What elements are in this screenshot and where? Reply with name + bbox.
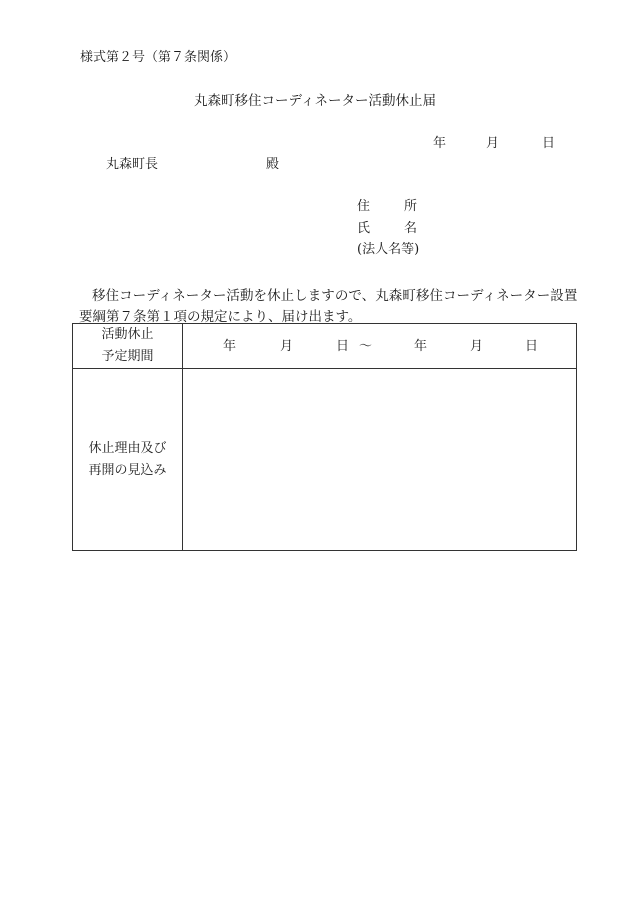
date-year-label: 年 — [433, 136, 447, 151]
form-number: 様式第２号（第７条関係） — [80, 50, 237, 65]
date-month-label: 月 — [486, 136, 500, 151]
applicant-name-char1: 氏 — [357, 221, 371, 236]
body-text — [79, 286, 581, 328]
period-start-day: 日 — [336, 339, 350, 354]
period-start-year: 年 — [223, 339, 237, 354]
body-text-line2: 要綱第７条第１項の規定により、届け出ます。 — [79, 309, 362, 325]
applicant-name-label — [357, 222, 417, 235]
period-value-cell[interactable] — [183, 324, 577, 369]
period-end-month: 月 — [470, 339, 484, 354]
period-end-day: 日 — [525, 339, 539, 354]
period-start-month: 月 — [280, 339, 294, 354]
applicant-name-char2: 名 — [404, 221, 418, 236]
period-row — [73, 324, 577, 369]
body-text-line1: 移住コーディネーター活動を休止しますので、丸森町移住コーディネーター設置 — [92, 288, 578, 304]
reason-value-cell[interactable] — [183, 369, 577, 551]
reason-label-cell — [73, 369, 183, 551]
reason-label-line2: 再開の見込み — [88, 462, 167, 478]
date-day-label: 日 — [542, 136, 556, 151]
period-label-cell — [73, 324, 183, 369]
period-end-year: 年 — [414, 339, 428, 354]
document-title: 丸森町移住コーディネーター活動休止届 — [194, 93, 436, 109]
addressee-name: 丸森町長 — [106, 157, 159, 172]
reason-row — [73, 369, 577, 551]
addressee-honorific: 殿 — [266, 157, 280, 172]
period-label-line2: 予定期間 — [101, 349, 154, 364]
applicant-address-label — [357, 200, 417, 213]
period-separator: ～ — [359, 339, 373, 354]
applicant-address-char2: 所 — [404, 199, 418, 214]
applicant-address-char1: 住 — [357, 199, 371, 214]
form-table — [72, 323, 577, 551]
reason-label-line1: 休止理由及び — [88, 440, 167, 456]
applicant-corporate-label: (法人名等) — [357, 242, 420, 257]
period-label-line1: 活動休止 — [101, 327, 154, 342]
